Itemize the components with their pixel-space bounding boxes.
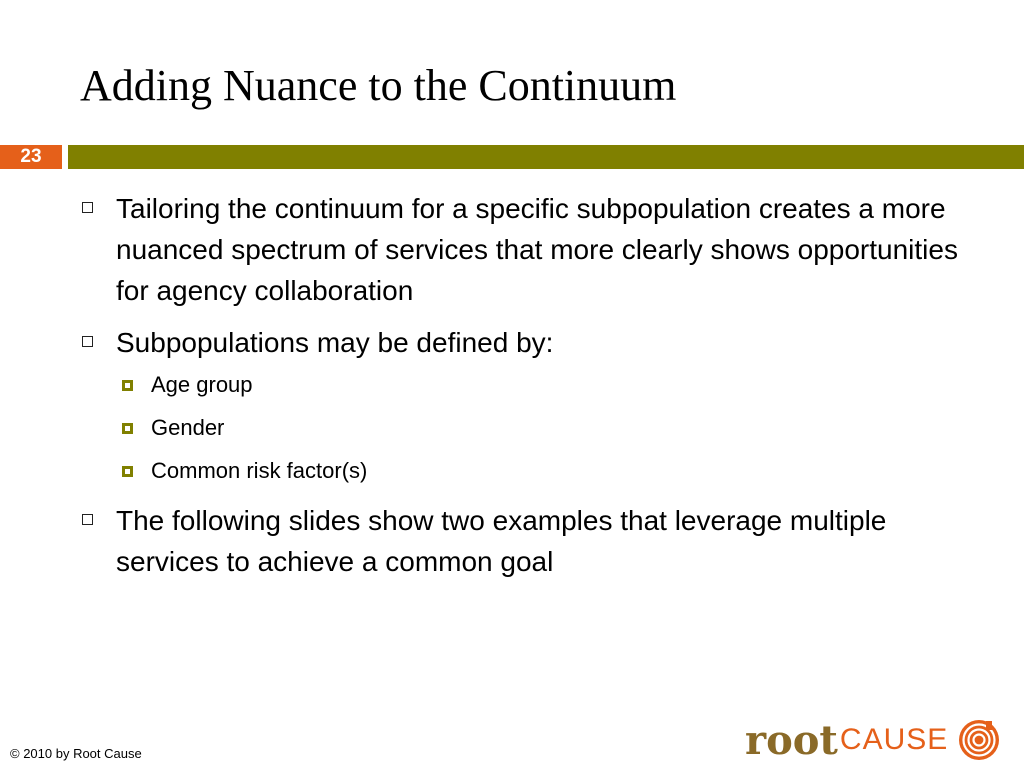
bullet-text: The following slides show two examples that leverage multiple services to achieve a common goal	[116, 505, 887, 577]
footer-copyright: © 2010 by Root Cause	[10, 746, 142, 761]
sub-bullet-item	[122, 457, 982, 485]
spiral-logo-icon	[958, 719, 1000, 761]
hollow-square-bullet-icon	[82, 202, 93, 213]
bullet-text: Tailoring the continuum for a specific subpopulation creates a more nuanced spectrum of services that more clearly shows opportunities for agency collaboration	[116, 193, 958, 306]
sub-bullet-item	[122, 414, 982, 442]
square-bullet-icon	[122, 380, 133, 391]
sub-bullet-text: Gender	[151, 415, 225, 440]
hollow-square-bullet-icon	[82, 336, 93, 347]
bullet-item	[82, 322, 982, 363]
bullet-item	[82, 500, 982, 582]
header-rule	[68, 145, 1024, 169]
logo-text-root: root	[745, 716, 838, 764]
square-bullet-icon	[122, 423, 133, 434]
sub-bullet-list	[82, 371, 982, 485]
slide-title: Adding Nuance to the Continuum	[80, 61, 677, 110]
hollow-square-bullet-icon	[82, 514, 93, 525]
sub-bullet-item	[122, 371, 982, 399]
bullet-text: Subpopulations may be defined by:	[116, 327, 554, 358]
rootcause-logo	[745, 716, 1000, 764]
bullet-item	[82, 188, 982, 311]
sub-bullet-text: Age group	[151, 372, 253, 397]
square-bullet-icon	[122, 466, 133, 477]
logo-text-cause: CAUSE	[839, 723, 949, 756]
sub-bullet-text: Common risk factor(s)	[151, 458, 368, 483]
slide-number: 23	[20, 146, 42, 167]
slide-content	[82, 188, 982, 593]
